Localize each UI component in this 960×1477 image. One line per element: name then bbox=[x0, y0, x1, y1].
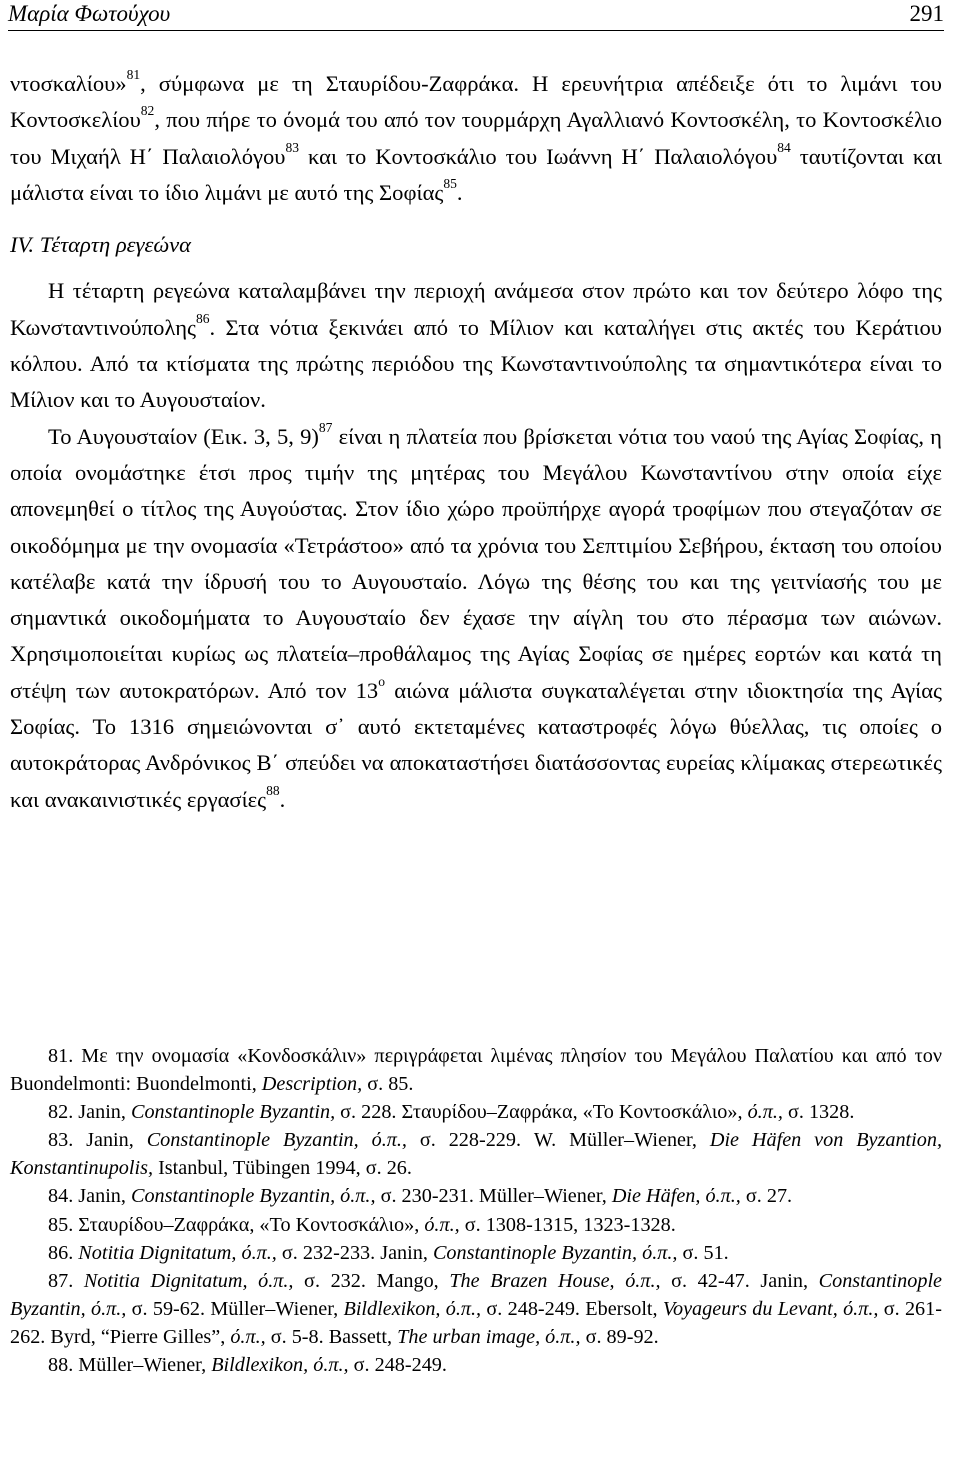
italic-title: Bildlexikon, ό.π., bbox=[343, 1297, 482, 1320]
footnote-ref-83: 83 bbox=[285, 139, 300, 155]
italic-title: Constantinople Byzantin, ό.π., bbox=[146, 1129, 407, 1152]
italic-title: Constantinople Byzantin, ό.π., bbox=[131, 1185, 376, 1208]
italic-title: ό.π., bbox=[747, 1101, 783, 1124]
footnote-number: 86. bbox=[48, 1241, 74, 1264]
text-run: Müller–Wiener, bbox=[73, 1354, 212, 1377]
text-run bbox=[73, 1270, 84, 1292]
footnote-ref-81: 81 bbox=[126, 66, 141, 82]
text-run: ταυτίζονται και μάλιστα είναι το ίδιο λιμάνι με αυτό της Σοφίας bbox=[10, 143, 943, 205]
italic-title: Constantinople Byzantin, ό.π., bbox=[10, 1269, 943, 1320]
text-run: Με την ονομασία «Κονδοσκάλιν» περιγράφεται λιμένας πλησίον του Μεγάλου Παλατίου και από τον Buondelmonti: Buondelmonti, bbox=[10, 1045, 942, 1096]
text-run: σ. 1308-1315, 1323-1328. bbox=[459, 1213, 676, 1236]
text-run: είναι η πλατεία που βρίσκεται νότια του ναού της Αγίας Σοφίας, η οποία ονομάστηκε έτσι προς τιμήν της μητέρας του Μεγάλου Κωνσταντίνου στην οποία είχε απονεμηθεί ο τίτλος της Αυγούστας. Στον ίδιο χώρο προϋπήρχε αγορά τροφίμων που στεγαζόταν σε οικοδόμημα με την ονομασία «Τετράστοο» από τα χρόνια του Σεπτιμίου Σεβήρου, έκταση του οποίου κατέλαβε κατά την ίδρυσή του το Αυγουσταίο. Λόγω της θέσης του και της γειτνίασής του με σημαντικά οικοδομήματα το Αυγουσταίο δεν έχασε την αίγλη του στο πέρασμα των αιώνων. Χρησιμοποιείται κυρίως ως πλατεία–προθάλαμος της Αγίας Σοφίας σε ημέρες εορτών και κατά τη στέψη των αυτοκρατόρων. Από τον 13 bbox=[10, 423, 942, 703]
footnote-number: 82. bbox=[48, 1101, 74, 1124]
italic-title: Bildlexikon, ό.π., bbox=[211, 1354, 349, 1377]
italic-title: The urban image, ό.π., bbox=[397, 1325, 581, 1348]
text-run: Σταυρίδου–Ζαφράκα, «Το Κοντοσκάλιο», bbox=[73, 1213, 425, 1236]
footnote-ref-86: 86 bbox=[195, 310, 210, 326]
text-run: σ. 261-262. Byrd, “Pierre Gilles”, bbox=[10, 1297, 942, 1348]
footnote-ref-88: 88 bbox=[266, 782, 280, 798]
ordinal-superscript: ο bbox=[378, 673, 386, 689]
main-text bbox=[10, 66, 942, 818]
italic-title: Voyageurs du Levant, ό.π., bbox=[662, 1297, 879, 1320]
text-run: σ. 248-249. bbox=[348, 1354, 447, 1377]
text-run: . bbox=[456, 179, 463, 205]
paragraph-1 bbox=[10, 66, 942, 211]
italic-title: Constantinople Byzantin, ό.π., bbox=[432, 1241, 678, 1264]
text-run: Η τέταρτη ρεγεώνα καταλαμβάνει την περιοχή ανάμεσα στον πρώτο και τον δεύτερο λόφο της Κωνσταντινούπολης bbox=[10, 278, 942, 340]
text-run: σ. 42-47. Janin, bbox=[660, 1269, 819, 1292]
text-run: Το Αυγουσταίον (Εικ. 3, 5, 9) bbox=[48, 423, 319, 449]
footnote-82 bbox=[10, 1098, 942, 1126]
text-run: σ. 1328. bbox=[782, 1101, 855, 1124]
italic-title: The Brazen House, ό.π., bbox=[449, 1269, 661, 1292]
italic-title: Die Häfen von Byzantion, Konstantinupolis, bbox=[10, 1129, 942, 1180]
text-run: σ. 59-62. Müller–Wiener, bbox=[126, 1297, 344, 1320]
text-run: σ. 232. Mango, bbox=[293, 1269, 450, 1292]
text-run: . Στα νότια ξεκινάει από το Μίλιον και καταλήγει στις ακτές του Κεράτιου κόλπου. Από τα κτίσματα της πρώτης περιόδου της Κωνσταντινούπολης τα σημαντικότερα είναι το Μίλιον και το Αυγουσταίον. bbox=[10, 314, 942, 413]
footnote-number: 85. bbox=[48, 1213, 74, 1236]
text-run: Janin, bbox=[73, 1185, 131, 1208]
text-run: . bbox=[279, 786, 286, 812]
footnote-83 bbox=[10, 1126, 942, 1182]
page-number: 291 bbox=[909, 1, 944, 26]
text-run: σ. 27. bbox=[740, 1185, 793, 1208]
footnote-84 bbox=[10, 1182, 942, 1210]
footnote-85 bbox=[10, 1211, 942, 1239]
footnote-86 bbox=[10, 1239, 942, 1267]
italic-title: ό.π., bbox=[230, 1325, 266, 1348]
text-run: και το Κοντοσκάλιο του Ιωάννη Η΄ Παλαιολόγου bbox=[299, 143, 778, 169]
text-run: σ. 230-231. Müller–Wiener, bbox=[375, 1185, 612, 1208]
author-name: Μαρία Φωτούχου bbox=[8, 1, 171, 26]
footnote-number: 87. bbox=[48, 1269, 74, 1292]
running-header bbox=[8, 0, 944, 31]
text-run: Janin, bbox=[73, 1129, 147, 1152]
section-heading: IV. Τέταρτη ρεγεώνα bbox=[10, 232, 192, 258]
text-run: , σύμφωνα με τη Σταυρίδου-Ζαφράκα. Η ερευνήτρια απέδειξε ότι το λιμάνι του Κοντοσκελίου bbox=[10, 71, 942, 133]
text-run: σ. 228. Σταυρίδου–Ζαφράκα, «Το Κοντοσκάλιο», bbox=[335, 1101, 748, 1124]
footnote-number: 84. bbox=[48, 1185, 74, 1208]
footnote-ref-87: 87 bbox=[318, 419, 333, 435]
text-run: σ. 248-249. Ebersolt, bbox=[481, 1297, 663, 1320]
italic-title: Notitia Dignitatum, ό.π., bbox=[83, 1269, 294, 1292]
italic-title: Notitia Dignitatum, ό.π., bbox=[78, 1241, 277, 1264]
footnotes bbox=[10, 1042, 942, 1379]
text-run: σ. 228-229. W. Müller–Wiener, bbox=[406, 1129, 710, 1152]
text-run: ντοσκαλίου» bbox=[10, 71, 127, 96]
footnote-ref-85: 85 bbox=[443, 175, 457, 191]
text-run: Janin, bbox=[73, 1101, 131, 1124]
text-run: σ. 85. bbox=[362, 1073, 414, 1096]
italic-title: Description, bbox=[261, 1073, 363, 1096]
text-run: σ. 232-233. Janin, bbox=[276, 1241, 433, 1264]
paragraph-3 bbox=[10, 419, 942, 818]
text-run: σ. 89-92. bbox=[580, 1325, 659, 1348]
text-run: σ. 51. bbox=[677, 1241, 729, 1264]
footnote-81 bbox=[10, 1042, 942, 1098]
footnote-number: 81. bbox=[48, 1045, 74, 1067]
italic-title: Die Häfen, ό.π., bbox=[611, 1185, 741, 1208]
text-run: αιώνα μάλιστα συγκαταλέγεται στην ιδιοκτησία της Αγίας Σοφίας. Το 1316 σημειώνονται σ᾽ αυτό εκτεταμένες καταστροφές λόγω θύελλας, τις οποίες ο αυτοκράτορας Ανδρόνικος Β΄ σπεύδει να αποκαταστήσει διατάσσοντας ευρείας κλίμακας στερεωτικές και ανακαινιστικές εργασίες bbox=[10, 677, 943, 812]
italic-title: Constantinople Byzantin, bbox=[131, 1101, 336, 1124]
footnote-ref-84: 84 bbox=[777, 139, 791, 155]
text-run: Istanbul, Tübingen 1994, σ. 26. bbox=[153, 1157, 412, 1180]
footnote-ref-82: 82 bbox=[140, 103, 155, 119]
footnote-87 bbox=[10, 1267, 942, 1351]
footnote-number: 83. bbox=[48, 1129, 74, 1152]
italic-title: ό.π., bbox=[424, 1213, 460, 1236]
footnote-number: 88. bbox=[48, 1354, 74, 1377]
text-run: , που πήρε το όνομά του από τον τουρμάρχη Αγαλλιανό Κοντοσκέλη, το Κοντοσκέλιο του Μιχαήλ Η΄ Παλαιολόγου bbox=[10, 107, 942, 169]
footnote-88 bbox=[10, 1351, 942, 1379]
text-run: σ. 5-8. Bassett, bbox=[265, 1325, 398, 1348]
paragraph-2 bbox=[10, 273, 942, 418]
